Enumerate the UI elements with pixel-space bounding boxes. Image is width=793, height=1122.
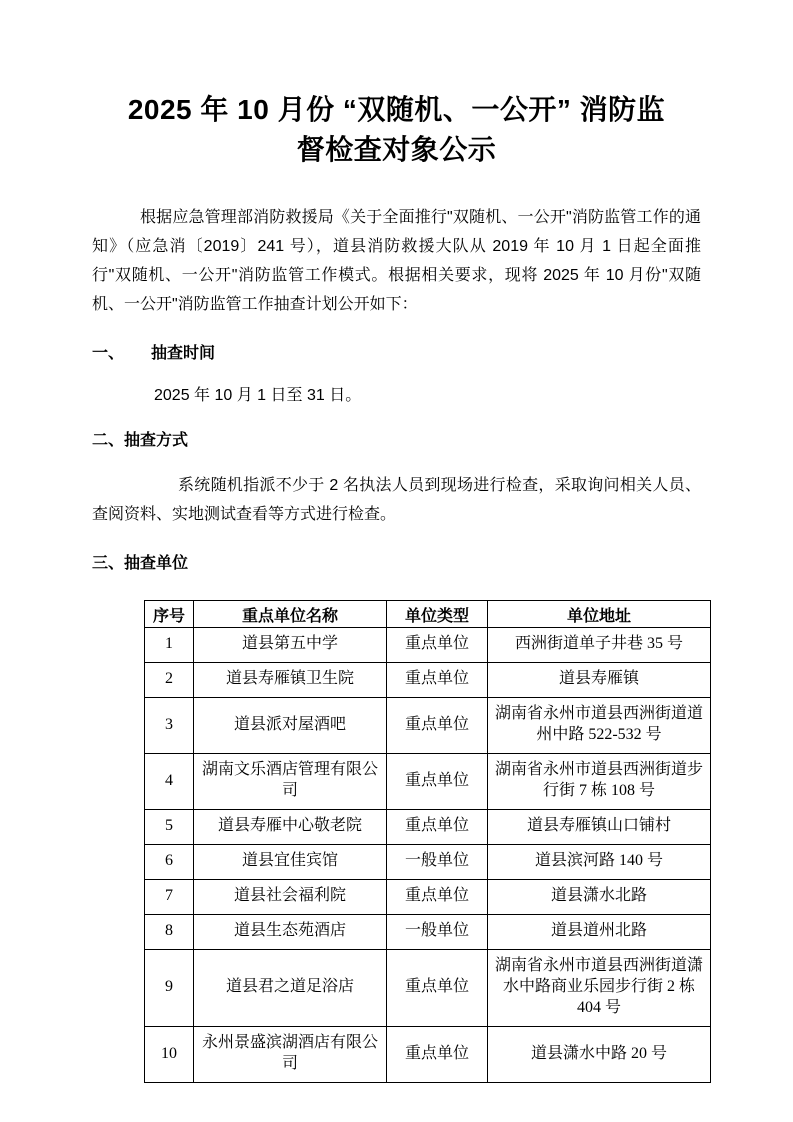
cell-index: 4 xyxy=(145,754,194,810)
table-row xyxy=(145,663,711,698)
table-row xyxy=(145,1027,711,1083)
cell-unit-address: 湖南省永州市道县西洲街道潇水中路商业乐园步行街 2 栋 404 号 xyxy=(488,950,711,1027)
section-1-number: 一、 xyxy=(92,345,125,362)
cell-unit-name: 道县派对屋酒吧 xyxy=(194,698,387,754)
section-2-body: 系统随机指派不少于 2 名执法人员到现场进行检查，采取询问相关人员、查阅资料、实地测试查看等方式进行检查。 xyxy=(92,477,701,523)
table-row xyxy=(145,754,711,810)
cell-unit-address: 道县寿雁镇 xyxy=(488,663,711,698)
cell-index: 5 xyxy=(145,810,194,845)
units-table xyxy=(144,600,711,1083)
cell-unit-name: 道县君之道足浴店 xyxy=(194,950,387,1027)
cell-unit-address: 道县潇水中路 20 号 xyxy=(488,1027,711,1083)
cell-unit-address: 道县寿雁镇山口铺村 xyxy=(488,810,711,845)
cell-index: 3 xyxy=(145,698,194,754)
intro-paragraph: 根据应急管理部消防救援局《关于全面推行"双随机、一公开"消防监管工作的通知》（应急消〔2019〕241 号），道县消防救援大队从 2019 年 10 月 1 日起全面推行"双随机、一公开"消防监管工作模式。根据相关要求，现将 2025 年 10 月份"双随机、一公开"消防监管工作抽查计划公开如下： xyxy=(92,209,701,313)
document-title: 2025 年 10 月份 “双随机、一公开” 消防监督检查对象公示 xyxy=(127,94,666,165)
cell-unit-type: 一般单位 xyxy=(387,845,488,880)
table-row xyxy=(145,915,711,950)
cell-index: 7 xyxy=(145,880,194,915)
cell-unit-type: 重点单位 xyxy=(387,1027,488,1083)
cell-unit-type: 重点单位 xyxy=(387,698,488,754)
table-row xyxy=(145,950,711,1027)
section-2-title: 抽查方式 xyxy=(124,432,189,449)
cell-unit-type: 重点单位 xyxy=(387,810,488,845)
section-1-heading xyxy=(92,344,701,364)
table-row xyxy=(145,810,711,845)
table-row xyxy=(145,880,711,915)
section-3-title: 抽查单位 xyxy=(124,555,189,572)
cell-index: 1 xyxy=(145,628,194,663)
header-cell-unit-type: 单位类型 xyxy=(387,601,488,628)
cell-unit-address: 西洲街道单子井巷 35 号 xyxy=(488,628,711,663)
cell-unit-type: 重点单位 xyxy=(387,950,488,1027)
cell-unit-name: 道县寿雁镇卫生院 xyxy=(194,663,387,698)
cell-unit-name: 道县生态苑酒店 xyxy=(194,915,387,950)
cell-unit-name: 永州景盛滨湖酒店有限公司 xyxy=(194,1027,387,1083)
cell-unit-name: 道县宜佳宾馆 xyxy=(194,845,387,880)
cell-index: 9 xyxy=(145,950,194,1027)
cell-unit-name: 湖南文乐酒店管理有限公司 xyxy=(194,754,387,810)
cell-unit-address: 道县道州北路 xyxy=(488,915,711,950)
section-2-heading xyxy=(92,431,701,451)
cell-unit-type: 重点单位 xyxy=(387,663,488,698)
cell-unit-type: 重点单位 xyxy=(387,628,488,663)
table-row xyxy=(145,698,711,754)
header-cell-unit-address: 单位地址 xyxy=(488,601,711,628)
section-3-heading xyxy=(92,554,701,574)
table-row xyxy=(145,628,711,663)
cell-unit-type: 重点单位 xyxy=(387,754,488,810)
table-header-row xyxy=(145,601,711,628)
cell-index: 10 xyxy=(145,1027,194,1083)
table-row xyxy=(145,845,711,880)
cell-unit-type: 重点单位 xyxy=(387,880,488,915)
section-2-number: 二、 xyxy=(92,432,125,449)
cell-unit-address: 湖南省永州市道县西洲街道步行街 7 栋 108 号 xyxy=(488,754,711,810)
units-table-body xyxy=(145,628,711,1083)
cell-unit-name: 道县社会福利院 xyxy=(194,880,387,915)
section-3-number: 三、 xyxy=(92,555,125,572)
cell-index: 6 xyxy=(145,845,194,880)
cell-index: 2 xyxy=(145,663,194,698)
section-1-body: 2025 年 10 月 1 日至 31 日。 xyxy=(154,387,362,404)
header-cell-unit-name: 重点单位名称 xyxy=(194,601,387,628)
cell-unit-name: 道县寿雁中心敬老院 xyxy=(194,810,387,845)
section-1-title: 抽查时间 xyxy=(151,345,216,362)
cell-unit-type: 一般单位 xyxy=(387,915,488,950)
cell-unit-address: 道县滨河路 140 号 xyxy=(488,845,711,880)
header-cell-index: 序号 xyxy=(145,601,194,628)
cell-unit-address: 道县潇水北路 xyxy=(488,880,711,915)
cell-unit-name: 道县第五中学 xyxy=(194,628,387,663)
cell-index: 8 xyxy=(145,915,194,950)
cell-unit-address: 湖南省永州市道县西洲街道道州中路 522-532 号 xyxy=(488,698,711,754)
